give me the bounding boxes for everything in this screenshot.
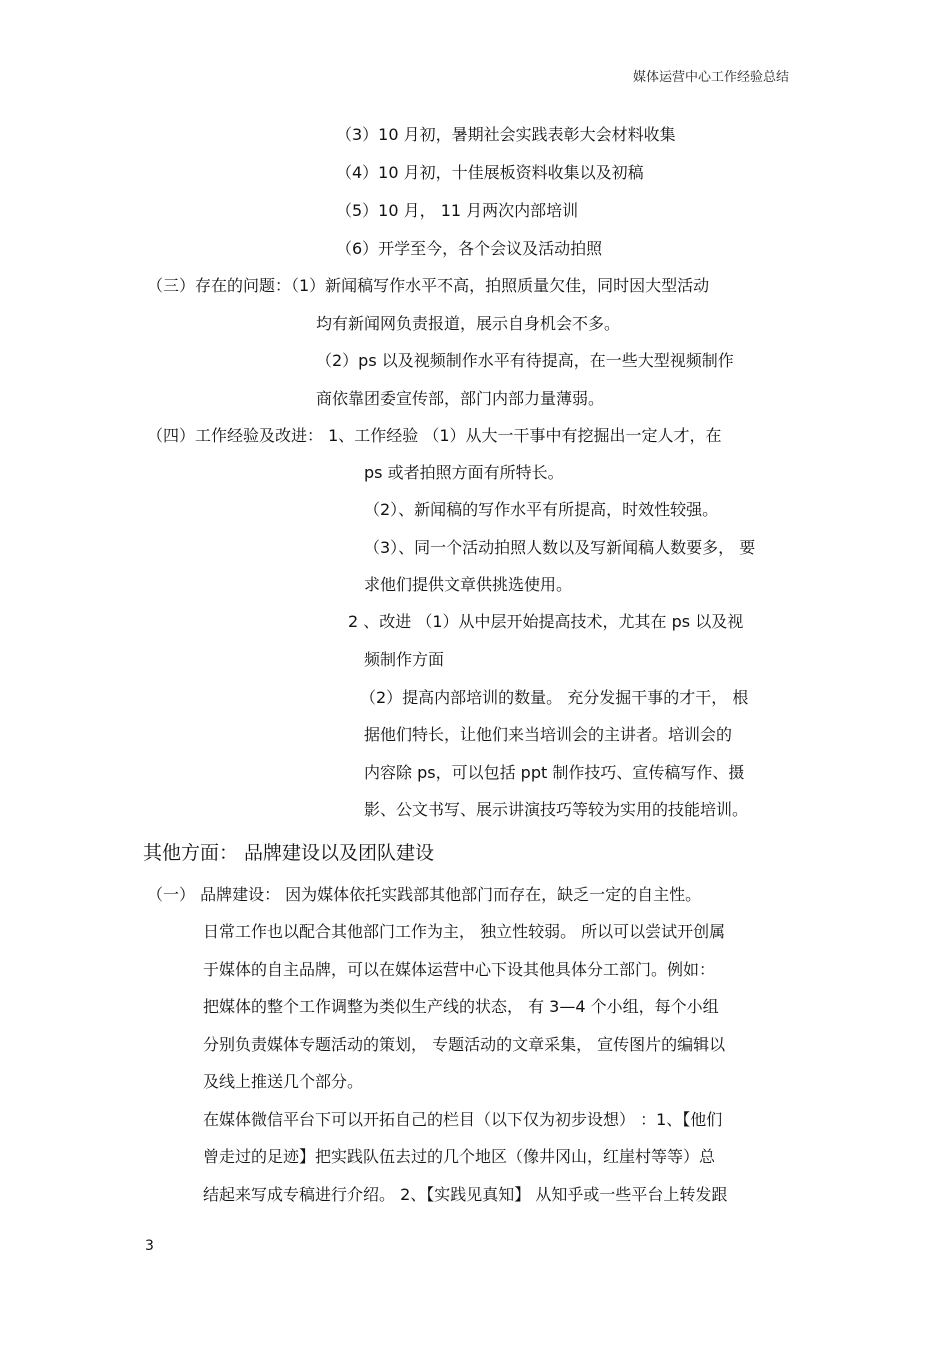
- brand-line: 结起来写成专稿进行介绍。 2、【实践见真知】 从知乎或一些平台上转发跟: [203, 1185, 728, 1204]
- problems-line: （三）存在的问题：（1）新闻稿写作水平不高，拍照质量欠佳，同时因大型活动: [147, 276, 710, 295]
- brand-line: 曾走过的足迹】把实践队伍去过的几个地区（像井冈山，红崖村等等）总: [203, 1147, 716, 1166]
- brand-line: 日常工作也以配合其他部门工作为主， 独立性较弱。 所以可以尝试开创属: [203, 922, 726, 941]
- brand-line: 分别负责媒体专题活动的策划， 专题活动的文章采集， 宣传图片的编辑以: [203, 1035, 726, 1054]
- brand-line: 及线上推送几个部分。: [203, 1072, 364, 1091]
- experience-line: 据他们特长，让他们来当培训会的主讲者。培训会的: [364, 725, 733, 744]
- list-item: （5）10 月， 11 月两次内部培训: [336, 201, 579, 220]
- experience-line: 影、公文书写、展示讲演技巧等较为实用的技能培训。: [364, 800, 749, 819]
- list-item: （4）10 月初，十佳展板资料收集以及初稿: [336, 163, 644, 182]
- page-number: 3: [145, 1238, 154, 1254]
- brand-line: （一） 品牌建设： 因为媒体依托实践部其他部门而存在，缺乏一定的自主性。: [147, 885, 702, 904]
- experience-line: 2 、改进 （1）从中层开始提高技术，尤其在 ps 以及视: [348, 612, 744, 631]
- experience-line: ps 或者拍照方面有所特长。: [364, 463, 564, 482]
- experience-line: 求他们提供文章供挑选使用。: [364, 575, 573, 594]
- experience-line: 频制作方面: [364, 650, 445, 669]
- problems-line: 商依靠团委宣传部，部门内部力量薄弱。: [316, 389, 605, 408]
- running-header: 媒体运营中心工作经验总结: [633, 70, 790, 85]
- experience-line: （四）工作经验及改进： 1、工作经验 （1）从大一干事中有挖掘出一定人才，在: [147, 426, 722, 445]
- experience-line: （3）、同一个活动拍照人数以及写新闻稿人数要多， 要: [364, 538, 756, 557]
- experience-line: （2）、新闻稿的写作水平有所提高，时效性较强。: [364, 500, 719, 519]
- brand-line: 于媒体的自主品牌，可以在媒体运营中心下设其他具体分工部门。例如：: [203, 960, 716, 979]
- list-item: （6）开学至今，各个会议及活动拍照: [336, 239, 603, 258]
- list-item: （3）10 月初，暑期社会实践表彰大会材料收集: [336, 125, 676, 144]
- brand-line: 把媒体的整个工作调整为类似生产线的状态， 有 3—4 个小组，每个小组: [203, 997, 719, 1016]
- problems-line: （2）ps 以及视频制作水平有待提高，在一些大型视频制作: [316, 351, 734, 370]
- brand-line: 在媒体微信平台下可以开拓自己的栏目（以下仅为初步设想） ：1、【他们: [203, 1110, 723, 1129]
- experience-line: 内容除 ps，可以包括 ppt 制作技巧、宣传稿写作、摄: [364, 763, 745, 782]
- experience-line: （2）提高内部培训的数量。 充分发掘干事的才干， 根: [360, 688, 749, 707]
- problems-line: 均有新闻网负责报道，展示自身机会不多。: [316, 314, 621, 333]
- section-title: 其他方面： 品牌建设以及团队建设: [143, 842, 435, 864]
